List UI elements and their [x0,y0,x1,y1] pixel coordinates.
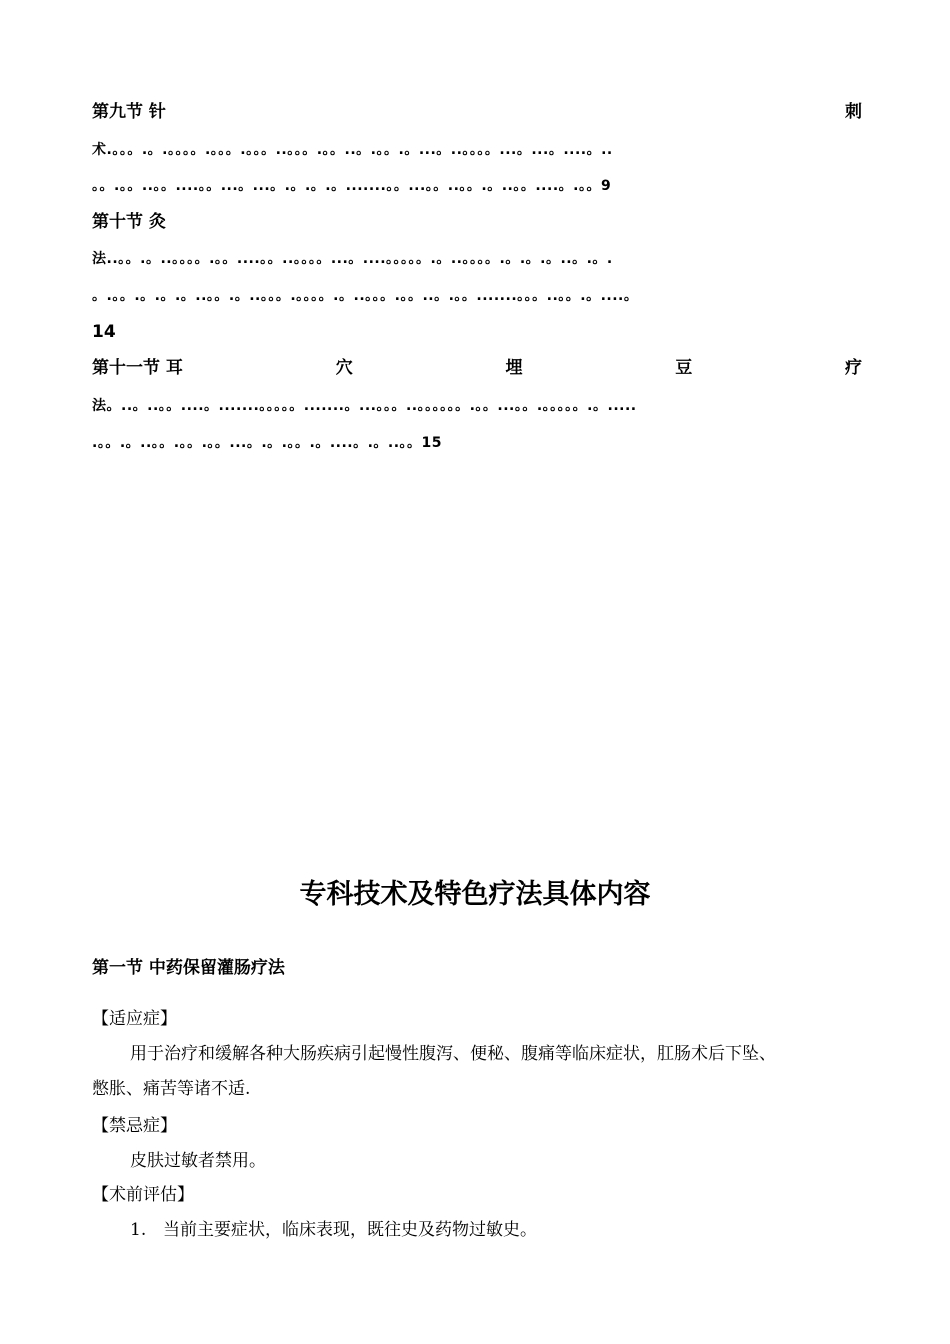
toc-entry-11-word-2: 穴 [335,358,353,378]
toc-entry-10-leader-2: 。.。。.。.。.。..。。.。..。。。.。。。。.。..。。。.。。..。.。。.......。。。..。。.。....。 [92,288,639,304]
preop-item-1-text: 当前主要症状，临床表现，既往史及药物过敏史。 [163,1220,537,1240]
toc-entry-9-right: 刺 [845,102,862,122]
toc-entry-9-leader-page: 。。.。。..。。....。。...。...。.。.。.。.......。。...。。..。。.。..。。....。.。。9 [92,178,612,194]
toc-entry-10-leader: 法..。。.。..。。。。.。。....。。..。。。。...。....。。。。。.。..。。。。.。.。.。..。.。. [92,251,613,267]
toc-entry-9-leader: 术.。。。.。.。。。。.。。。.。。。..。。。.。。..。.。。.。...。..。。。。...。...。....。.. [92,142,613,158]
contraindications-text: 皮肤过敏者禁用。 [130,1151,266,1171]
preop-item-1-number: 1. [130,1220,147,1240]
indications-line-2: 憋胀、痛苦等诸不适. [92,1079,251,1099]
preop-assessment-label: 【术前评估】 [92,1185,194,1205]
toc-entry-11-word-3: 埋 [505,358,523,378]
toc-entry-11-title[interactable] [92,357,862,379]
toc-entry-11-leader: 法。..。..。。....。.......。。。。。.......。...。。。..。。。。。。.。。...。。.。。。。。.。..... [92,398,637,414]
toc-entry-11-leader-page: .。。.。..。。.。。.。。...。.。.。。.。....。.。..。。15 [92,435,443,451]
toc-entry-9-title[interactable] [92,101,862,123]
document-title: 专科技术及特色疗法具体内容 [299,879,651,910]
contraindications-label: 【禁忌症】 [92,1116,177,1136]
indications-label: 【适应症】 [92,1009,177,1029]
toc-entry-9-left: 第九节 针 [92,102,166,122]
toc-entry-10-title[interactable]: 第十节 灸 [92,212,166,232]
section-heading: 第一节 中药保留灌肠疗法 [92,958,285,978]
toc-entry-11-word-4: 豆 [675,358,693,378]
indications-line-1: 用于治疗和缓解各种大肠疾病引起慢性腹泻、便秘、腹痛等临床症状，肛肠术后下坠、 [130,1044,776,1064]
toc-entry-11-word-5: 疗 [844,358,862,378]
toc-entry-11-word-1: 第十一节 耳 [92,358,183,378]
toc-entry-10-page: 14 [92,322,116,342]
